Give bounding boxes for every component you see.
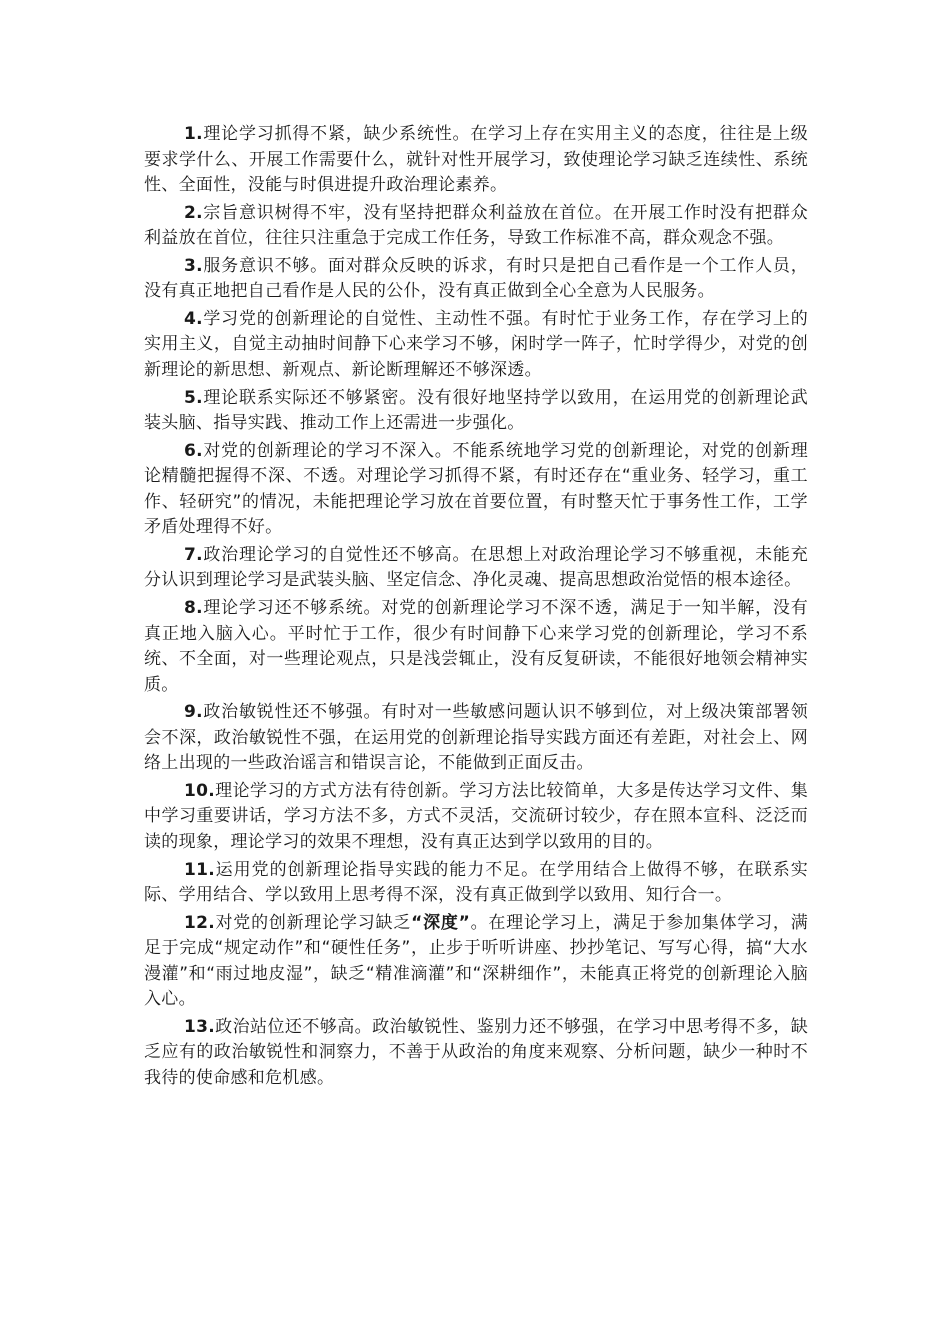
paragraph-number: 3. [184,255,203,276]
paragraph-number: 1. [184,124,203,144]
paragraph-text: 对党的创新理论的学习不深入。不能系统地学习党的创新理论，对党的创新理论精髓把握得不深、不透。对理论学习抓得不紧，有时还存在“重业务、轻学习，重工作、轻研究”的情况，未能把理论学习放在首要位置，有时整天忙于事务性工作，工学矛盾处理得不好。 [144,440,808,538]
paragraph-number: 12. [184,912,216,933]
paragraph-text: 运用党的创新理论指导实践的能力不足。在学用结合上做得不够，在联系实际、学用结合、学以致用上思考得不深，没有真正做到学以致用、知行合一。 [144,859,808,906]
paragraph-number: 9. [184,702,203,723]
paragraph-7 [144,543,808,594]
paragraph-number: 10. [184,780,216,801]
paragraph-8 [144,596,808,698]
paragraph-3 [144,254,808,305]
paragraph-13 [144,1015,808,1092]
paragraph-text: 宗旨意识树得不牢，没有坚持把群众利益放在首位。在开展工作时没有把群众利益放在首位，往往只注重急于完成工作任务，导致工作标准不高，群众观念不强。 [144,202,808,249]
paragraph-10 [144,779,808,856]
paragraph-1 [144,122,808,199]
paragraph-11 [144,858,808,909]
paragraph-text: 理论学习的方式方法有待创新。学习方法比较简单，大多是传达学习文件、集中学习重要讲话，学习方法不多，方式不灵活，交流研讨较少，存在照本宣科、泛泛而读的现象，理论学习的效果不理想，没有真正达到学以致用的目的。 [144,780,808,853]
paragraph-text-lead: 对党的创新理论学习缺乏 [215,912,412,933]
paragraph-text: 理论联系实际还不够紧密。没有很好地坚持学以致用，在运用党的创新理论武装头脑、指导实践、推动工作上还需进一步强化。 [144,387,808,434]
paragraph-text: 理论学习抓得不紧，缺少系统性。在学习上存在实用主义的态度，往往是上级要求学什么、开展工作需要什么，就针对性开展学习，致使理论学习缺乏连续性、系统性、全面性，没能与时俱进提升政治理论素养。 [144,124,808,196]
paragraph-text: 政治站位还不够高。政治敏锐性、鉴别力还不够强，在学习中思考得不多，缺乏应有的政治敏锐性和洞察力，不善于从政治的角度来观察、分析问题，缺少一种时不我待的使命感和危机感。 [144,1016,808,1089]
paragraph-number: 8. [184,597,203,618]
paragraph-4 [144,307,808,384]
paragraph-text: 。在理论学习上，满足于参加集体学习，满足于完成“规定动作”和“硬性任务”，止步于听听讲座、抄抄笔记、写写心得，搞“大水漫灌”和“雨过地皮湿”，缺乏“精准滴灌”和“深耕细作”，未能真正将党的创新理论入脑入心。 [144,912,809,1010]
paragraph-number: 4. [184,308,203,329]
paragraph-number: 6. [184,440,203,461]
paragraph-text: 服务意识不够。面对群众反映的诉求，有时只是把自己看作是一个工作人员，没有真正地把自己看作是人民的公仆，没有真正做到全心全意为人民服务。 [144,255,808,302]
paragraph-emphasis: “深度” [411,912,471,933]
paragraph-text: 学习党的创新理论的自觉性、主动性不强。有时忙于业务工作，存在学习上的实用主义，自觉主动抽时间静下心来学习不够，闲时学一阵子，忙时学得少，对党的创新理论的新思想、新观点、新论断理解还不够深透。 [144,308,808,381]
paragraph-number: 11. [184,859,216,880]
paragraph-number: 2. [184,202,203,223]
paragraph-2 [144,201,808,252]
paragraph-6 [144,439,808,541]
paragraph-text: 理论学习还不够系统。对党的创新理论学习不深不透，满足于一知半解，没有真正地入脑入心。平时忙于工作，很少有时间静下心来学习党的创新理论，学习不系统、不全面，对一些理论观点，只是浅尝辄止，没有反复研读，不能很好地领会精神实质。 [144,597,808,695]
paragraph-12 [144,911,808,1013]
paragraph-number: 13. [184,1016,216,1037]
paragraph-9 [144,700,808,777]
paragraph-text: 政治理论学习的自觉性还不够高。在思想上对政治理论学习不够重视，未能充分认识到理论学习是武装头脑、坚定信念、净化灵魂、提高思想政治觉悟的根本途径。 [144,544,808,591]
paragraph-number: 5. [184,387,203,408]
document-body [144,122,808,1094]
paragraph-5 [144,386,808,437]
paragraph-number: 7. [184,544,203,565]
paragraph-text: 政治敏锐性还不够强。有时对一些敏感问题认识不够到位，对上级决策部署领会不深，政治敏锐性不强，在运用党的创新理论指导实践方面还有差距，对社会上、网络上出现的一些政治谣言和错误言论，不能做到正面反击。 [144,702,808,774]
